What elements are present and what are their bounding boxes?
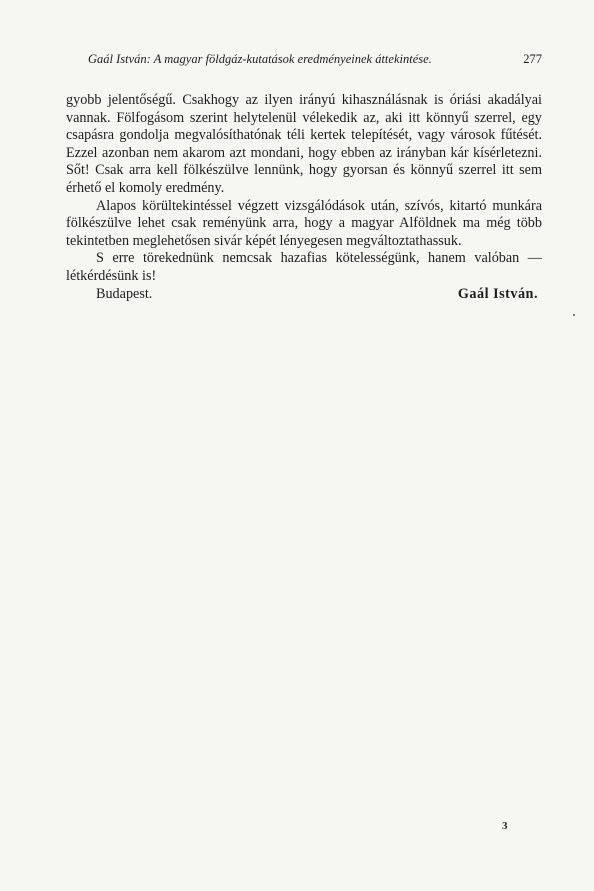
paragraph: Alapos körültekintéssel végzett vizsgálódások után, szívós, kitartó munkára fölkészülve lehet csak reményünk arra, hogy a magyar Alföldnek ma még több tekintetben meglehetősen sivár képét lényegesen megváltoztathassuk.	[66, 197, 542, 249]
paragraph: S erre törekednünk nemcsak hazafias kötelességünk, hanem valóban — létkérdésünk is!	[66, 250, 542, 284]
paragraph: gyobb jelentőségű. Csakhogy az ilyen irányú kihasználásnak is óriási akadályai vannak. Fölfogásom szerint helytelenül vélekedik az, aki itt könnyű szerrel, egy csapásra gondolja megvalósíthatónak téli kertek telepítését, vagy városok fűtését. Ezzel azonban nem akarom azt mondani, hogy ebben az irányban kár kísérletezni. Sőt! Csak arra kell fölkészülve lennünk, hogy gyorsan és könnyű szerrel itt sem érhető el komoly eredmény.	[66, 92, 542, 196]
printer-signature-mark: 3	[502, 820, 508, 832]
running-title: Gaál István: A magyar földgáz-kutatások eredményeinek áttekintése.	[88, 52, 432, 66]
margin-speck	[573, 314, 575, 316]
page-number: 277	[523, 52, 542, 66]
signature-place: Budapest.	[96, 285, 153, 302]
signature-author: Gaál István.	[457, 285, 538, 302]
signature-line	[66, 286, 542, 304]
body-text	[66, 92, 542, 303]
